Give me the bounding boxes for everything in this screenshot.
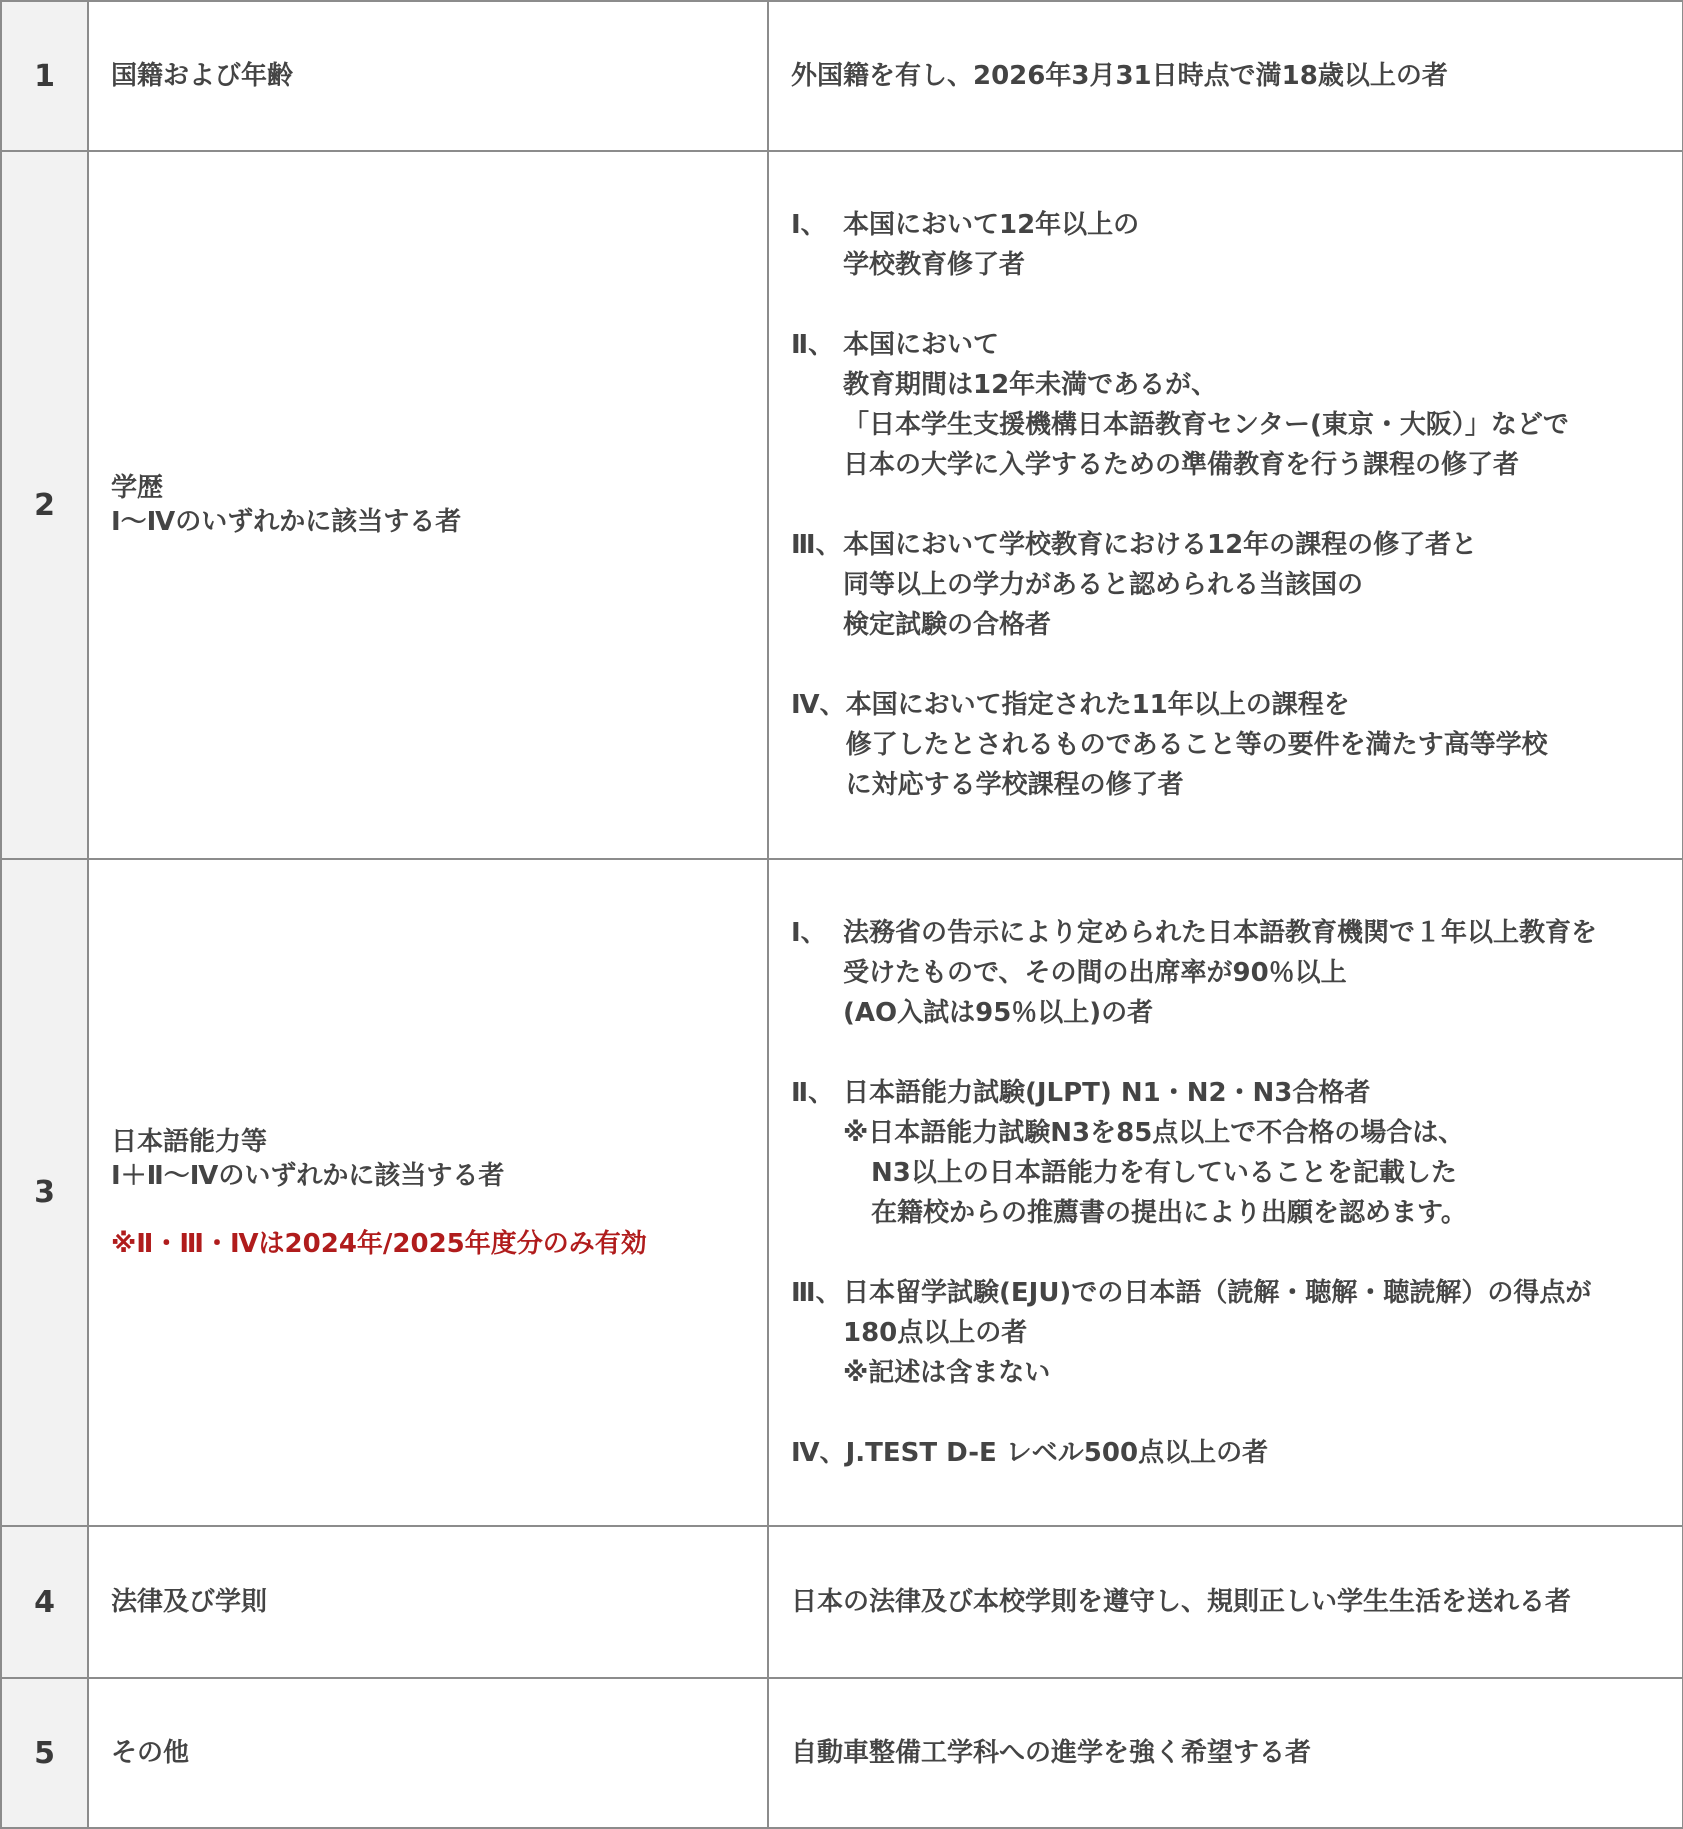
item-note-line: ※日本語能力試験N3を85点以上で不合格の場合は、: [843, 1117, 1465, 1148]
item-marker: Ⅳ、: [791, 1437, 846, 1468]
row-number: 3: [1, 859, 88, 1526]
list-item: [791, 525, 1668, 645]
item-marker: Ⅲ、: [791, 530, 842, 560]
item-marker: Ⅱ、: [791, 1077, 835, 1108]
row-content: [768, 859, 1683, 1526]
item-marker: Ⅳ、: [791, 690, 846, 720]
row-number: 5: [1, 1678, 88, 1828]
item-line: 180点以上の者: [843, 1317, 1028, 1348]
item-note-line: N3以上の日本語能力を有していることを記載した: [871, 1157, 1457, 1188]
item-line: 教育期間は12年未満であるが、: [843, 370, 1218, 400]
item-line: ※記述は含まない: [843, 1357, 1051, 1388]
item-line: 学校教育修了者: [843, 250, 1026, 280]
row-content: 外国籍を有し、2026年3月31日時点で満18歳以上の者: [768, 1, 1683, 151]
item-line: (AO入試は95％以上)の者: [843, 997, 1154, 1028]
item-line: 「日本学生支援機構日本語教育センター(東京・大阪）」などで: [843, 410, 1569, 440]
item-line: 本国において指定された11年以上の課程を: [845, 690, 1350, 720]
item-line: 検定試験の合格者: [843, 610, 1052, 640]
row-content: 日本の法律及び本校学則を遵守し、規則正しい学生生活を送れる者: [768, 1526, 1683, 1678]
item-line: 本国において学校教育における12年の課程の修了者と: [843, 530, 1478, 560]
row-number: 4: [1, 1526, 88, 1678]
item-line: J.TEST D-E レベル500点以上の者: [845, 1437, 1269, 1468]
list-item: [791, 685, 1668, 805]
row-number: 2: [1, 151, 88, 859]
row-content: [768, 151, 1683, 859]
table-row: [1, 1, 1683, 151]
table-row: [1, 1526, 1683, 1678]
item-line: 同等以上の学力があると認められる当該国の: [843, 570, 1364, 600]
item-marker: Ⅰ、: [791, 210, 827, 240]
table-row: [1, 1678, 1683, 1828]
row-label: [88, 859, 768, 1526]
row-label: [88, 151, 768, 859]
row-content: 自動車整備工学科への進学を強く希望する者: [768, 1678, 1683, 1828]
item-line: 法務省の告示により定められた日本語教育機関で１年以上教育を: [843, 917, 1598, 948]
row-number: 1: [1, 1, 88, 151]
item-line: 本国において12年以上の: [843, 210, 1140, 240]
item-marker: Ⅰ、: [791, 917, 827, 948]
row-label: 法律及び学則: [88, 1526, 768, 1678]
row-label: 国籍および年齢: [88, 1, 768, 151]
row-label-subtitle: Ⅰ＋Ⅱ～Ⅳのいずれかに該当する者: [111, 1160, 505, 1191]
item-line: 日本語能力試験(JLPT) N1・N2・N3合格者: [843, 1077, 1371, 1108]
item-line: 修了したとされるものであること等の要件を満たす高等学校: [845, 730, 1548, 760]
list-item: [791, 205, 1668, 285]
row-label-subtitle: Ⅰ～Ⅳのいずれかに該当する者: [111, 507, 462, 537]
list-item: [791, 1073, 1668, 1233]
list-item: [791, 913, 1668, 1033]
list-item: [791, 1433, 1668, 1473]
item-marker: Ⅲ、: [791, 1277, 842, 1308]
item-line: 受けたもので、その間の出席率が90％以上: [843, 957, 1347, 988]
list-item: [791, 325, 1668, 485]
list-item: [791, 1273, 1668, 1393]
item-line: 日本留学試験(EJU)での日本語（読解・聴解・聴読解）の得点が: [843, 1277, 1592, 1308]
validity-note: ※Ⅱ・Ⅲ・Ⅳは2024年/2025年度分のみ有効: [111, 1228, 647, 1259]
item-line: 日本の大学に入学するための準備教育を行う課程の修了者: [843, 450, 1520, 480]
item-line: に対応する学校課程の修了者: [845, 770, 1184, 800]
item-note-line: 在籍校からの推薦書の提出により出願を認めます。: [871, 1197, 1467, 1228]
table-row: [1, 859, 1683, 1526]
row-label-title: 日本語能力等: [111, 1126, 268, 1157]
item-line: 本国において: [843, 330, 1000, 360]
row-label-title: 学歴: [111, 473, 164, 503]
table-row: [1, 151, 1683, 859]
item-marker: Ⅱ、: [791, 330, 835, 360]
row-label: その他: [88, 1678, 768, 1828]
